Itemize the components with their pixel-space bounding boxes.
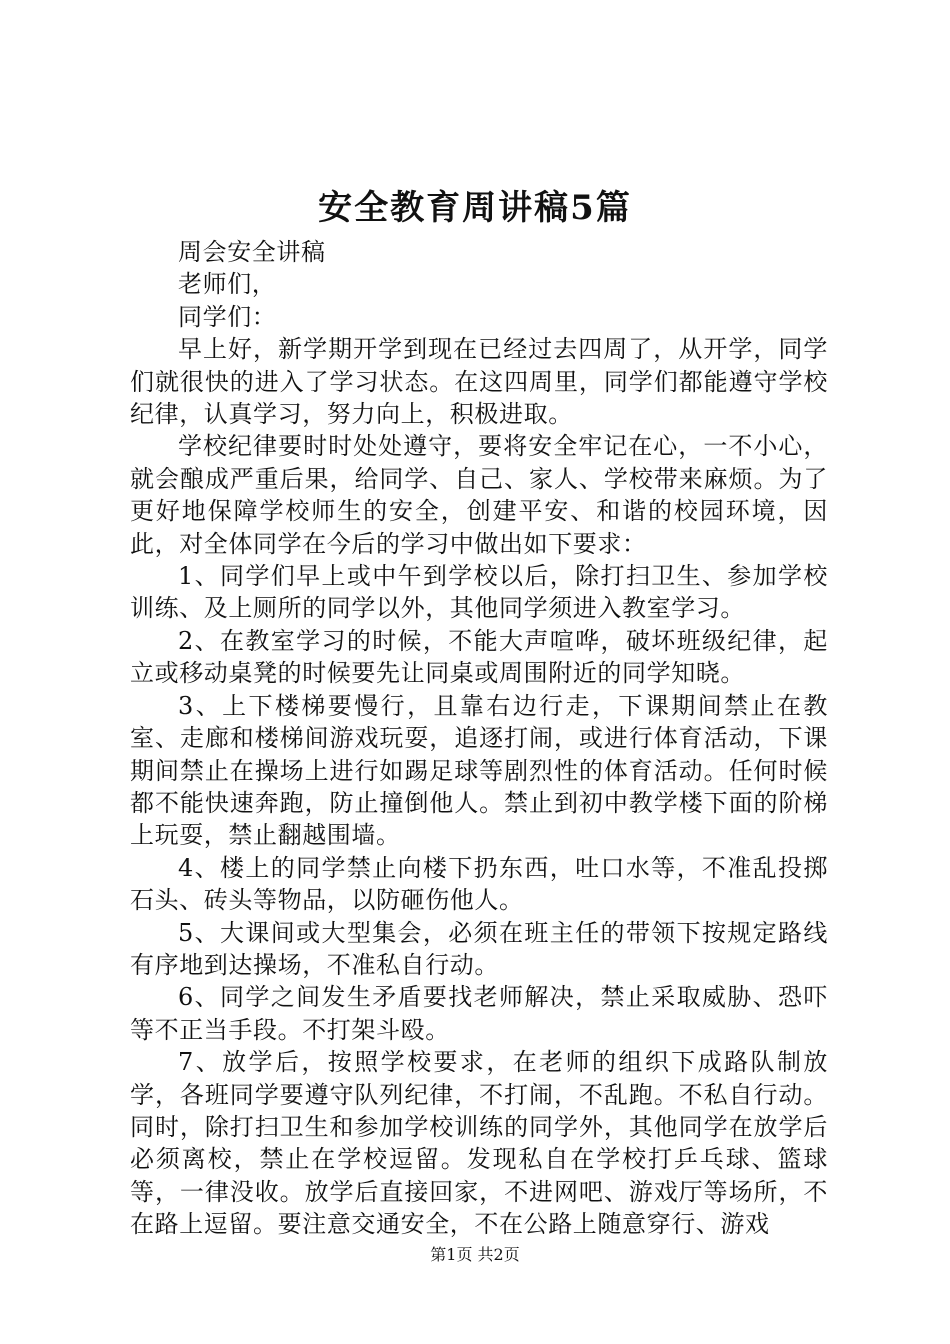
rule-item-4: 4、楼上的同学禁止向楼下扔东西，吐口水等，不准乱投掷石头、砖头等物品，以防砸伤他人。 <box>130 853 828 915</box>
document-title: 安全教育周讲稿5篇 <box>318 188 632 228</box>
rule-item-2: 2、在教室学习的时候，不能大声喧哗，破坏班级纪律，起立或移动桌凳的时候要先让同桌或周围附近的同学知晓。 <box>130 626 828 688</box>
paragraph-opening: 早上好，新学期开学到现在已经过去四周了，从开学，同学们就很快的进入了学习状态。在这四周里，同学们都能遵守学校纪律，认真学习，努力向上，积极进取。 <box>130 335 828 429</box>
paragraph-discipline: 学校纪律要时时处处遵守，要将安全牢记在心，一不小心，就会酿成严重后果，给同学、自己、家人、学校带来麻烦。为了更好地保障学校师生的安全，创建平安、和谐的校园环境，因此，对全体同学在今后的学习中做出如下要求： <box>130 432 828 558</box>
salutation-teachers: 老师们， <box>178 270 277 299</box>
rule-item-7: 7、放学后，按照学校要求，在老师的组织下成路队制放学，各班同学要遵守队列纪律，不打闹，不乱跑。不私自行动。同时，除打扫卫生和参加学校训练的同学外，其他同学在放学后必须离校，禁止在学校逗留。发现私自在学校打乒乓球、篮球等，一律没收。放学后直接回家，不进网吧、游戏厅等场所，不在路上逗留。要注意交通安全，不在公路上随意穿行、游戏 <box>130 1048 828 1239</box>
rule-item-5: 5、大课间或大型集会，必须在班主任的带领下按规定路线有序地到达操场，不准私自行动。 <box>130 918 828 979</box>
rule-item-6: 6、同学之间发生矛盾要找老师解决，禁止采取威胁、恐吓等不正当手段。不打架斗殴。 <box>130 983 828 1044</box>
rule-item-3: 3、上下楼梯要慢行，且靠右边行走，下课期间禁止在教室、走廊和楼梯间游戏玩耍，追逐打闹，或进行体育活动，下课期间禁止在操场上进行如踢足球等剧烈性的体育活动。任何时候都不能快速奔跑，防止撞倒他人。禁止到初中教学楼下面的阶梯上玩耍，禁止翻越围墙。 <box>130 691 828 850</box>
rule-item-1: 1、同学们早上或中午到学校以后，除打扫卫生、参加学校训练、及上厕所的同学以外，其他同学须进入教室学习。 <box>130 562 828 623</box>
document-body <box>130 236 828 1241</box>
greeting-heading: 周会安全讲稿 <box>178 238 326 266</box>
page-number-footer: 第1页 共2页 <box>430 1245 520 1264</box>
salutation-students: 同学们： <box>178 302 277 331</box>
